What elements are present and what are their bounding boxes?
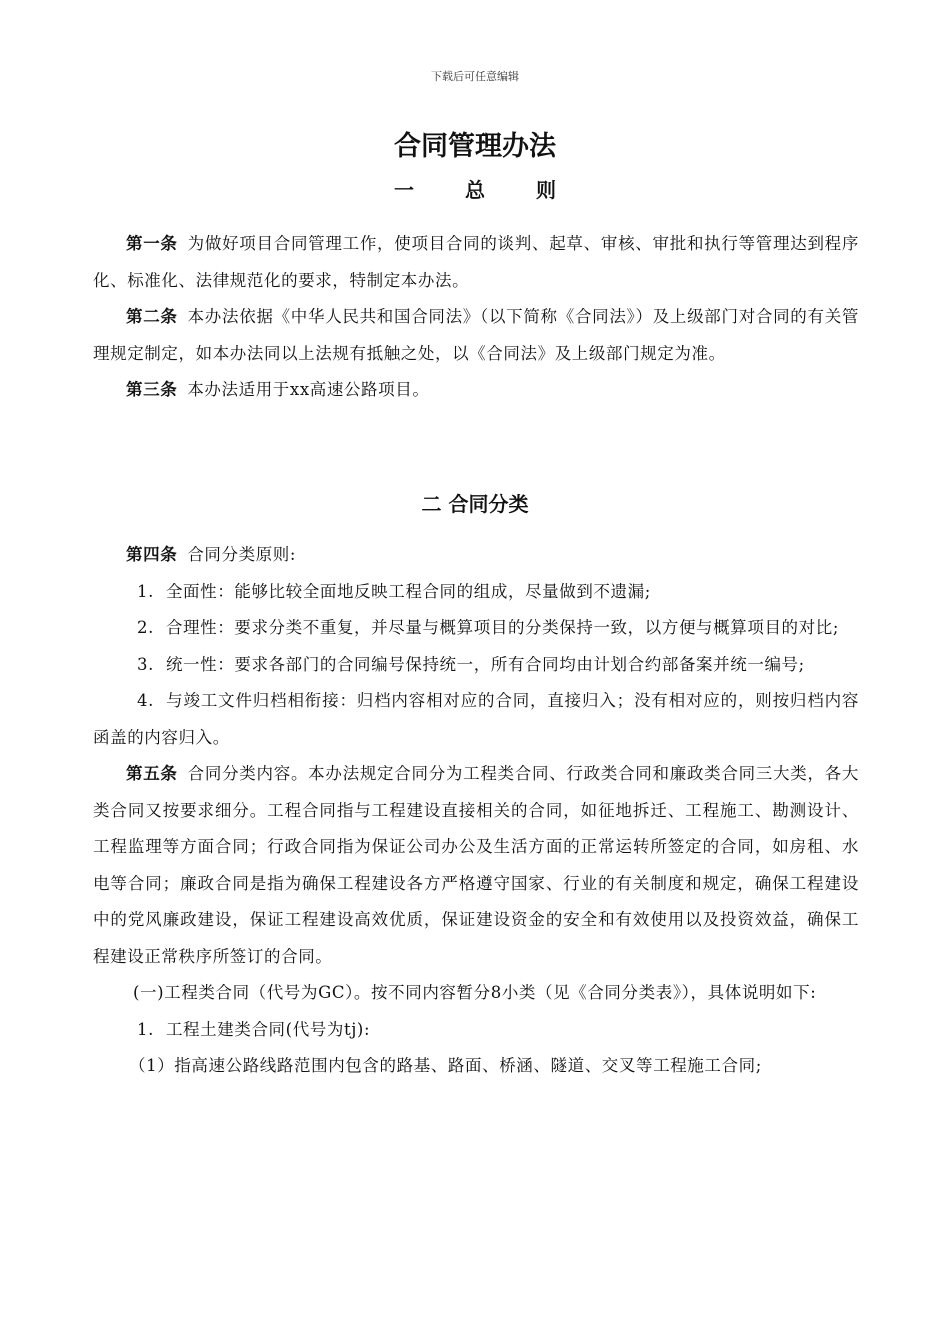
principle-item [93,574,859,611]
document-title: 合同管理办法 [394,131,556,162]
article-text: 合同分类内容。本办法规定合同分为工程类合同、行政类合同和廉政类合同三大类，各大类合同又按要求细分。工程合同指与工程建设直接相关的合同，如征地拆迁、工程施工、勘测设计、工程监理等方面合同；行政合同指为保证公司办公及生活方面的正常运转所签定的合同，如房租、水电等合同；廉政合同是指为确保工程建设各方严格遵守国家、行业的有关制度和规定，确保工程建设中的党风廉政建设，保证工程建设高效优质，保证建设资金的安全和有效使用以及投资效益，确保工程建设正常秩序所签订的合同。 [93,764,859,966]
chapter-2-body [93,537,859,1085]
principle-item [93,647,859,684]
article-label: 第五条 [126,764,178,783]
gc-item-civil-works-sub-1: （1）指高速公路线路范围内包含的路基、路面、桥涵、隧道、交叉等工程施工合同; [129,1056,762,1075]
chapter-heading-general: 一 总 则 [394,178,578,202]
gc-item-number: 1. [137,1019,154,1039]
chapter-1-body [93,226,859,409]
article-text: 本办法适用于xx高速公路项目。 [187,380,430,399]
principle-text: 统一性：要求各部门的合同编号保持统一，所有合同均由计划合约部备案并统一编号; [165,654,805,674]
article-label: 第二条 [126,307,178,326]
header-note: 下载后可任意编辑 [431,70,519,83]
article-5 [93,756,859,975]
article-2 [93,299,859,372]
article-text: 合同分类原则: [187,545,297,564]
article-1 [93,226,859,299]
gc-item-text: 工程土建类合同(代号为tj): [165,1019,371,1039]
section-engineering-contracts: (一)工程类合同（代号为GC）。按不同内容暂分8小类（见《合同分类表》），具体说明如下: [133,983,817,1002]
principle-item [93,683,859,756]
article-label: 第三条 [126,380,178,399]
principle-number: 2. [137,618,154,637]
article-3 [93,372,859,409]
principle-text: 全面性：能够比较全面地反映工程合同的组成，尽量做到不遗漏; [165,581,651,601]
chapter-heading-classification: 二 合同分类 [421,492,529,516]
article-label: 第四条 [126,545,178,564]
article-text: 本办法依据《中华人民共和国合同法》（以下简称《合同法》）及上级部门对合同的有关管理规定制定，如本办法同以上法规有抵触之处，以《合同法》及上级部门规定为准。 [93,307,859,363]
article-text: 为做好项目合同管理工作，使项目合同的谈判、起草、审核、审批和执行等管理达到程序化、标准化、法律规范化的要求，特制定本办法。 [93,234,859,290]
principle-text: 与竣工文件归档相衔接：归档内容相对应的合同，直接归入；没有相对应的，则按归档内容函盖的内容归入。 [93,691,859,747]
article-label: 第一条 [126,234,178,253]
principle-number: 3. [137,654,154,674]
principle-text: 合理性：要求分类不重复，并尽量与概算项目的分类保持一致，以方便与概算项目的对比; [165,618,840,637]
principle-number: 4. [137,691,154,710]
principle-number: 1. [137,581,154,601]
principle-item [93,610,859,647]
gc-item-civil-works [93,1012,859,1049]
article-4 [93,537,859,574]
